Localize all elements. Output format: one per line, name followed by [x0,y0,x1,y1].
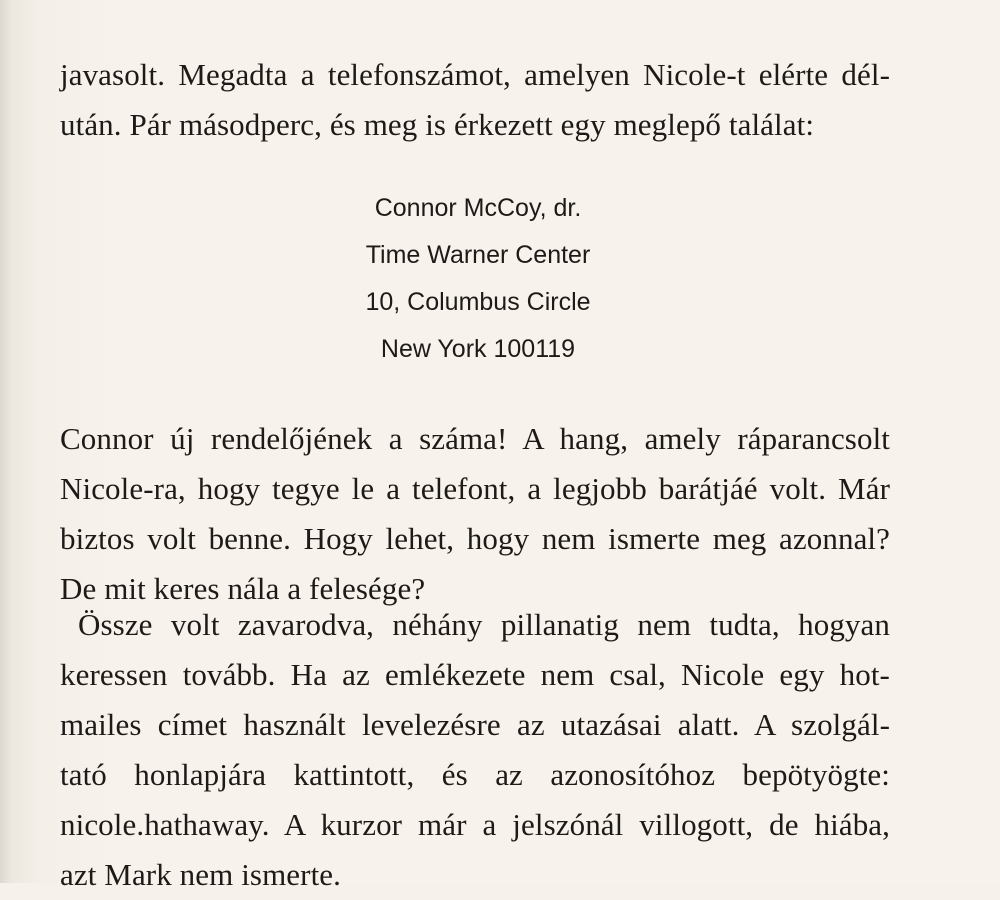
address-building: Time Warner Center [365,241,591,269]
text-line: Nicole-ra, hogy tegye le a telefont, a legjobb barátjáé volt. Már [60,471,890,506]
paragraph-1 [60,50,890,150]
text-line: után. Pár másodperc, és meg is érkezett egy meglepő találat: [60,107,815,142]
text-line: azt Mark nem ismerte. [60,857,341,892]
paragraph-2 [60,414,890,614]
address-block [0,185,956,373]
text-line: De mit keres nála a felesége? [60,571,426,606]
address-street: 10, Columbus Circle [365,288,591,316]
address-name: Connor McCoy, dr. [374,194,582,222]
text-line: Connor új rendelőjének a száma! A hang, amely ráparancsolt [60,421,890,456]
paragraph-3 [60,600,890,900]
address-city: New York 100119 [380,335,576,363]
text-line: tató honlapjára kattintott, és az azonosítóhoz bepötyögte: [60,757,890,792]
text-line: keressen tovább. Ha az emlékezete nem csal, Nicole egy hot- [60,657,890,692]
text-line: Össze volt zavarodva, néhány pillanatig nem tudta, hogyan [78,607,890,642]
text-line: nicole.hathaway. A kurzor már a jelszónál villogott, de hiába, [60,807,890,842]
text-line: mailes címet használt levelezésre az utazásai alatt. A szolgál- [60,707,890,742]
text-line: biztos volt benne. Hogy lehet, hogy nem ismerte meg azonnal? [60,521,890,556]
text-line: javasolt. Megadta a telefonszámot, amelyen Nicole-t elérte dél- [60,57,890,92]
